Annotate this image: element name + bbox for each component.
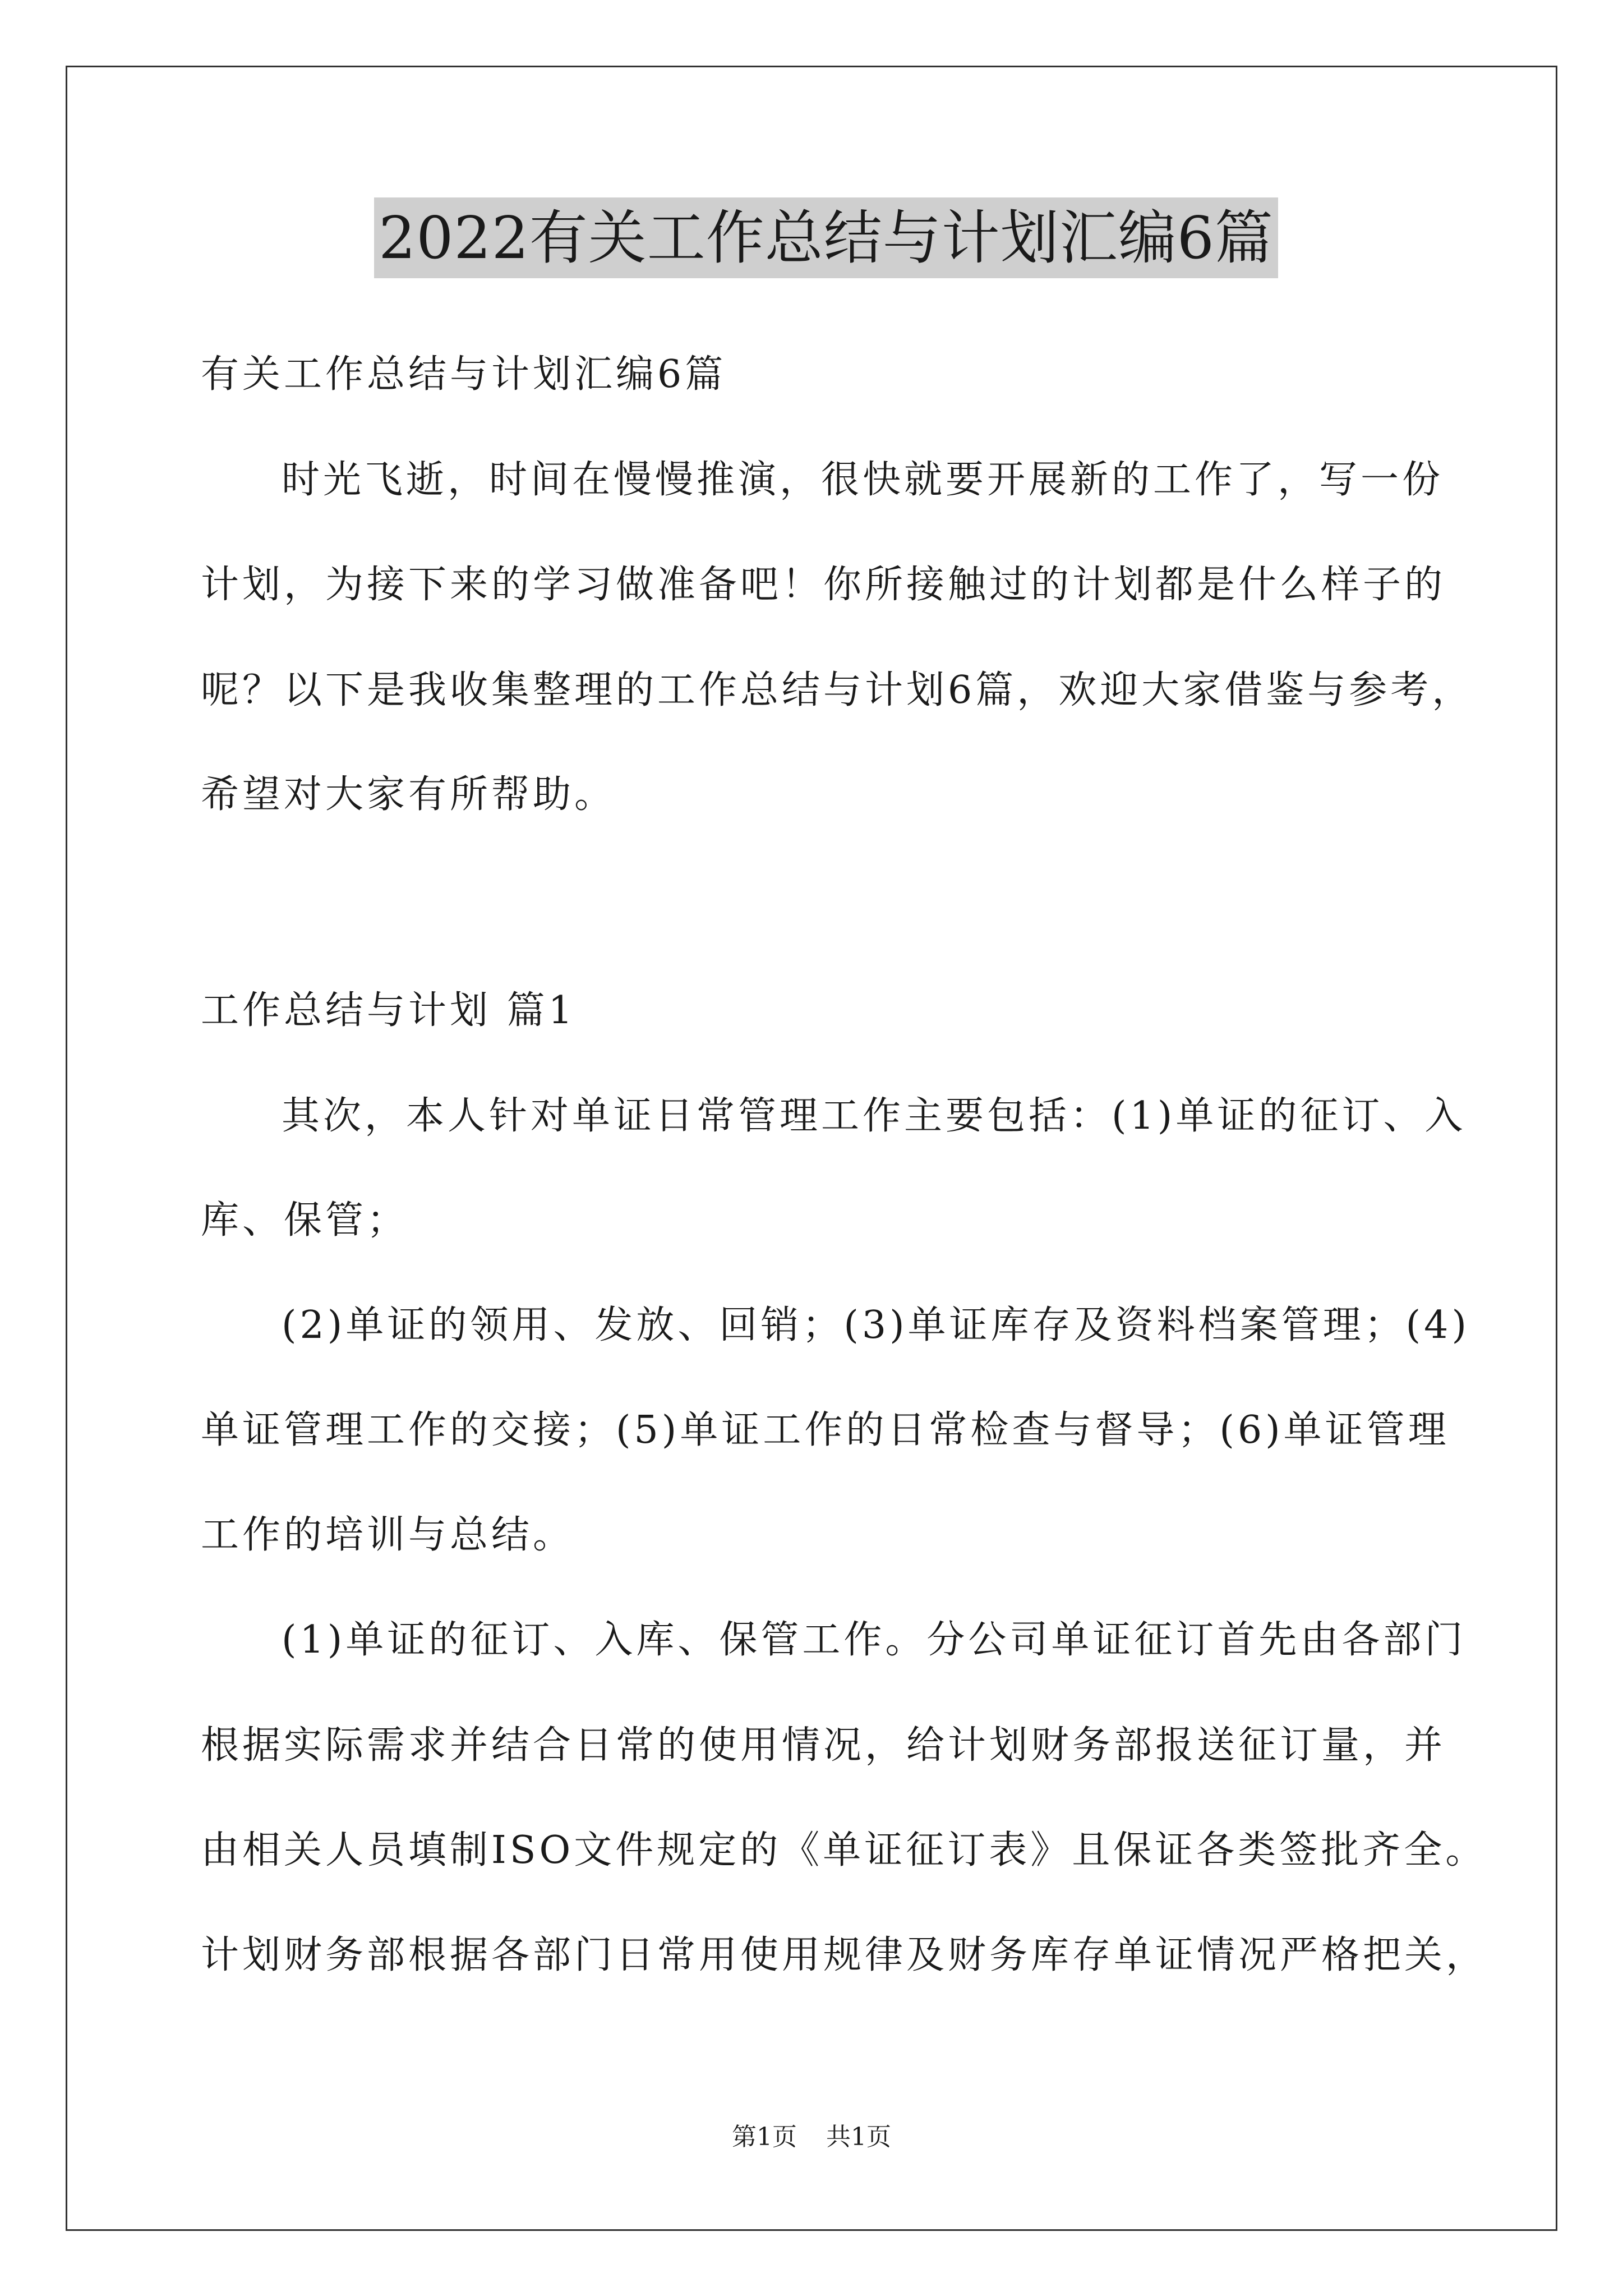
intro-line: 计划，为接下来的学习做准备吧！你所接触过的计划都是什么样子的 [201,563,1446,607]
intro-line: 希望对大家有所帮助。 [201,772,616,817]
body-line: 根据实际需求并结合日常的使用情况，给计划财务部报送征订量，并 [201,1723,1446,1768]
page-total: 共1页 [826,2123,891,2151]
title-wrap [201,197,1451,278]
body-line: 其次，本人针对单证日常管理工作主要包括：(1)单证的征订、入 [282,1094,1467,1138]
intro-line: 呢？以下是我收集整理的工作总结与计划6篇，欢迎大家借鉴与参考， [201,668,1474,712]
body-line: 由相关人员填制ISO文件规定的《单证征订表》且保证各类签批齐全。 [201,1828,1487,1872]
document-subtitle: 有关工作总结与计划汇编6篇 [201,352,727,397]
intro-line: 时光飞逝，时间在慢慢推演，很快就要开展新的工作了，写一份 [282,458,1444,502]
body-line: (2)单证的领用、发放、回销；(3)单证库存及资料档案管理；(4) [282,1303,1470,1347]
section-heading: 工作总结与计划 篇1 [201,988,576,1033]
body-line: 库、保管； [201,1198,409,1243]
document-title: 2022有关工作总结与计划汇编6篇 [374,197,1278,278]
body-line: 工作的培训与总结。 [201,1513,575,1557]
page-number: 第1页 [732,2123,797,2151]
body-line: (1)单证的征订、入库、保管工作。分公司单证征订首先由各部门 [282,1618,1467,1662]
page-footer [0,2120,1623,2154]
body-line: 单证管理工作的交接；(5)单证工作的日常检查与督导；(6)单证管理 [201,1408,1450,1452]
body-line: 计划财务部根据各部门日常用使用规律及财务库存单证情况严格把关， [201,1933,1488,1977]
